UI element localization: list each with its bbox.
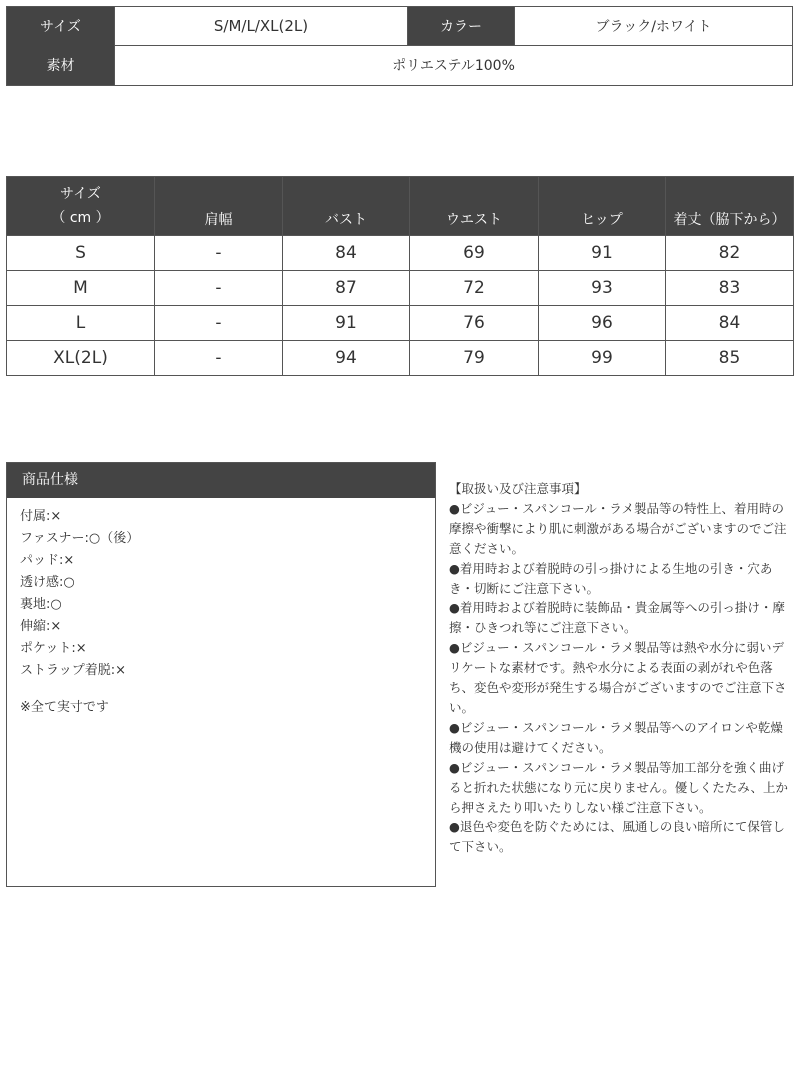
size-chart-header: サイズ （ cm ）: [7, 177, 155, 236]
note-item: ●ビジュー・スパンコール・ラメ製品等の特性上、着用時の摩擦や衝撃により肌に刺激がある場合がございますのでご注意ください。: [449, 500, 787, 556]
size-chart-table: [6, 176, 794, 376]
table-cell: -: [155, 306, 283, 341]
table-cell: -: [155, 341, 283, 376]
product-spec-box: [6, 462, 436, 887]
table-cell: -: [155, 236, 283, 271]
size-chart-header: 肩幅: [155, 177, 283, 236]
note-item: ●ビジュー・スパンコール・ラメ製品等へのアイロンや乾燥機の使用は避けてください。: [449, 719, 783, 755]
size-value: S/M/L/XL(2L): [114, 7, 407, 45]
note-item: ●着用時および着脱時に装飾品・貴金属等への引っ掛け・摩擦・ひきつれ等にご注意下さい。: [449, 600, 785, 636]
table-cell: 76: [410, 306, 539, 341]
table-row: [7, 306, 794, 341]
table-row: [7, 341, 794, 376]
material-label: 素材: [7, 45, 114, 85]
size-label: サイズ: [7, 7, 114, 45]
table-row: [7, 271, 794, 306]
table-cell: 85: [666, 341, 794, 376]
table-cell: 79: [410, 341, 539, 376]
info-row-material: [7, 45, 792, 85]
note-item: ●退色や変色を防ぐためには、風通しの良い暗所にて保管して下さい。: [449, 819, 785, 855]
table-cell: 99: [539, 341, 666, 376]
table-cell: -: [155, 271, 283, 306]
table-cell: XL(2L): [7, 341, 155, 376]
list-item: 伸縮:×: [20, 619, 62, 634]
size-chart-header: ヒップ: [539, 177, 666, 236]
table-cell: 84: [666, 306, 794, 341]
list-item: 付属:×: [20, 509, 62, 524]
size-chart-header: ウエスト: [410, 177, 539, 236]
table-cell: 91: [539, 236, 666, 271]
size-chart-header: バスト: [283, 177, 410, 236]
table-cell: 96: [539, 306, 666, 341]
list-item: ファスナー:○（後）: [20, 531, 140, 546]
list-item: パッド:×: [20, 553, 75, 568]
list-item: ストラップ着脱:×: [20, 663, 127, 678]
table-cell: 82: [666, 236, 794, 271]
list-item: 透け感:○: [20, 575, 75, 590]
table-cell: M: [7, 271, 155, 306]
spec-note: ※全て実寸です: [20, 700, 109, 715]
note-item: ●着用時および着脱時の引っ掛けによる生地の引き・穴あき・切断にご注意下さい。: [449, 560, 773, 596]
table-cell: 69: [410, 236, 539, 271]
color-value: ブラック/ホワイト: [514, 7, 792, 45]
table-cell: 84: [283, 236, 410, 271]
notes-title: 【取扱い及び注意事項】: [449, 481, 587, 496]
info-row-size-color: [7, 7, 792, 46]
table-cell: 72: [410, 271, 539, 306]
table-cell: 83: [666, 271, 794, 306]
table-cell: L: [7, 306, 155, 341]
list-item: 裏地:○: [20, 597, 62, 612]
color-label: カラー: [407, 7, 514, 45]
material-value: ポリエステル100%: [114, 45, 792, 85]
table-cell: 87: [283, 271, 410, 306]
note-item: ●ビジュー・スパンコール・ラメ製品等加工部分を強く曲げると折れた状態になり元に戻りません。優しくたたみ、上から押さえたり叩いたりしない様ご注意下さい。: [449, 759, 789, 815]
list-item: ポケット:×: [20, 641, 87, 656]
table-cell: S: [7, 236, 155, 271]
care-notes: [449, 479, 795, 857]
spec-list: [7, 498, 435, 682]
table-cell: 93: [539, 271, 666, 306]
table-cell: 94: [283, 341, 410, 376]
table-row: [7, 236, 794, 271]
spec-title: 商品仕様: [7, 463, 435, 498]
note-item: ●ビジュー・スパンコール・ラメ製品等は熱や水分に弱いデリケートな素材です。熱や水分による表面の剥がれや色落ち、変色や変形が発生する場合がございますのでご注意下さい。: [449, 640, 787, 715]
table-cell: 91: [283, 306, 410, 341]
size-chart-header: 着丈（脇下から）: [666, 177, 794, 236]
size-chart-header-row: [7, 177, 794, 236]
product-info-table: [6, 6, 793, 86]
